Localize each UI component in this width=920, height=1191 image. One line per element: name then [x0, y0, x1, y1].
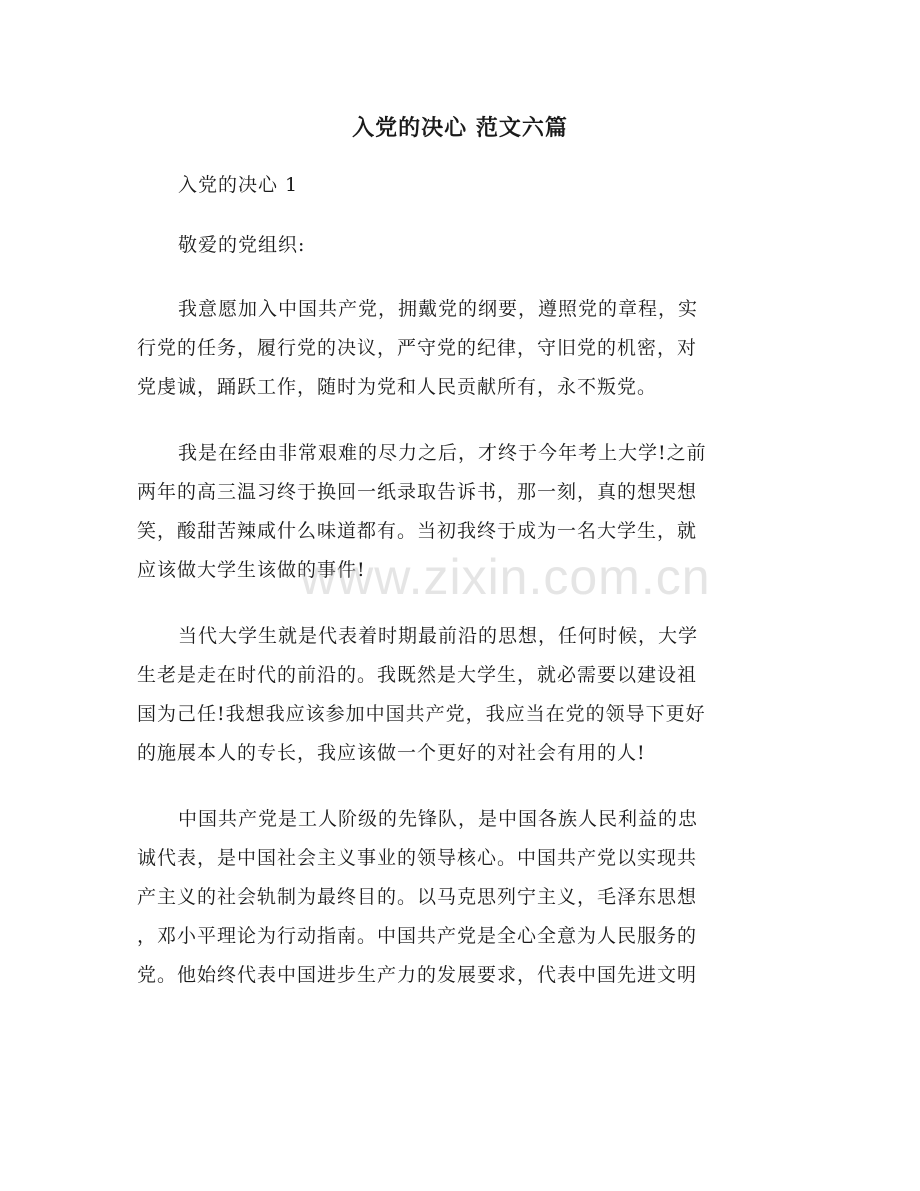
paragraph-line: 两年的高三温习终于换回一纸录取告诉书，那一刻，真的想哭想	[137, 481, 698, 503]
paragraph-line: 行党的任务，履行党的决议，严守党的纪律，守旧党的机密，对	[137, 337, 698, 359]
paragraph-line: 党虔诚，踊跃工作，随时为党和人民贡献所有，永不叛党。	[137, 376, 658, 398]
paragraph-line: 应该做大学生该做的事件!	[137, 559, 366, 581]
paragraph-line: 诚代表，是中国社会主义事业的领导核心。中国共产党以实现共	[137, 847, 698, 869]
salutation: 敬爱的党组织:	[178, 234, 306, 256]
paragraph-4	[137, 800, 785, 995]
paragraph-line: 笑，酸甜苦辣咸什么味道都有。当初我终于成为一名大学生，就	[137, 520, 698, 542]
watermark: www.zixin.com.cn	[300, 549, 711, 605]
document-title: 入党的决心 范文六篇	[352, 115, 568, 141]
paragraph-line: 国为己任!我想我应该参加中国共产党，我应当在党的领导下更好	[137, 703, 706, 725]
paragraph-line: 我是在经由非常艰难的尽力之后，才终于今年考上大学!之前	[178, 442, 707, 464]
paragraph-line: ，邓小平理论为行动指南。中国共产党是全心全意为人民服务的	[137, 925, 698, 947]
paragraph-line: 生老是走在时代的前沿的。我既然是大学生，就必需要以建设祖	[137, 664, 698, 686]
paragraph-1	[137, 290, 785, 407]
paragraph-line: 当代大学生就是代表着时期最前沿的思想，任何时候，大学	[178, 625, 699, 647]
paragraph-line: 的施展本人的专长，我应该做一个更好的对社会有用的人!	[137, 742, 646, 764]
paragraph-line: 产主义的社会轨制为最终目的。以马克思列宁主义，毛泽东思想	[137, 886, 698, 908]
paragraph-3	[137, 617, 785, 773]
paragraph-line: 党。他始终代表中国进步生产力的发展要求，代表中国先进文明	[137, 964, 698, 986]
paragraph-line: 我意愿加入中国共产党，拥戴党的纲要，遵照党的章程，实	[178, 298, 699, 320]
paragraph-line: 中国共产党是工人阶级的先锋队，是中国各族人民利益的忠	[178, 808, 699, 830]
section-heading: 入党的决心 1	[178, 174, 299, 196]
